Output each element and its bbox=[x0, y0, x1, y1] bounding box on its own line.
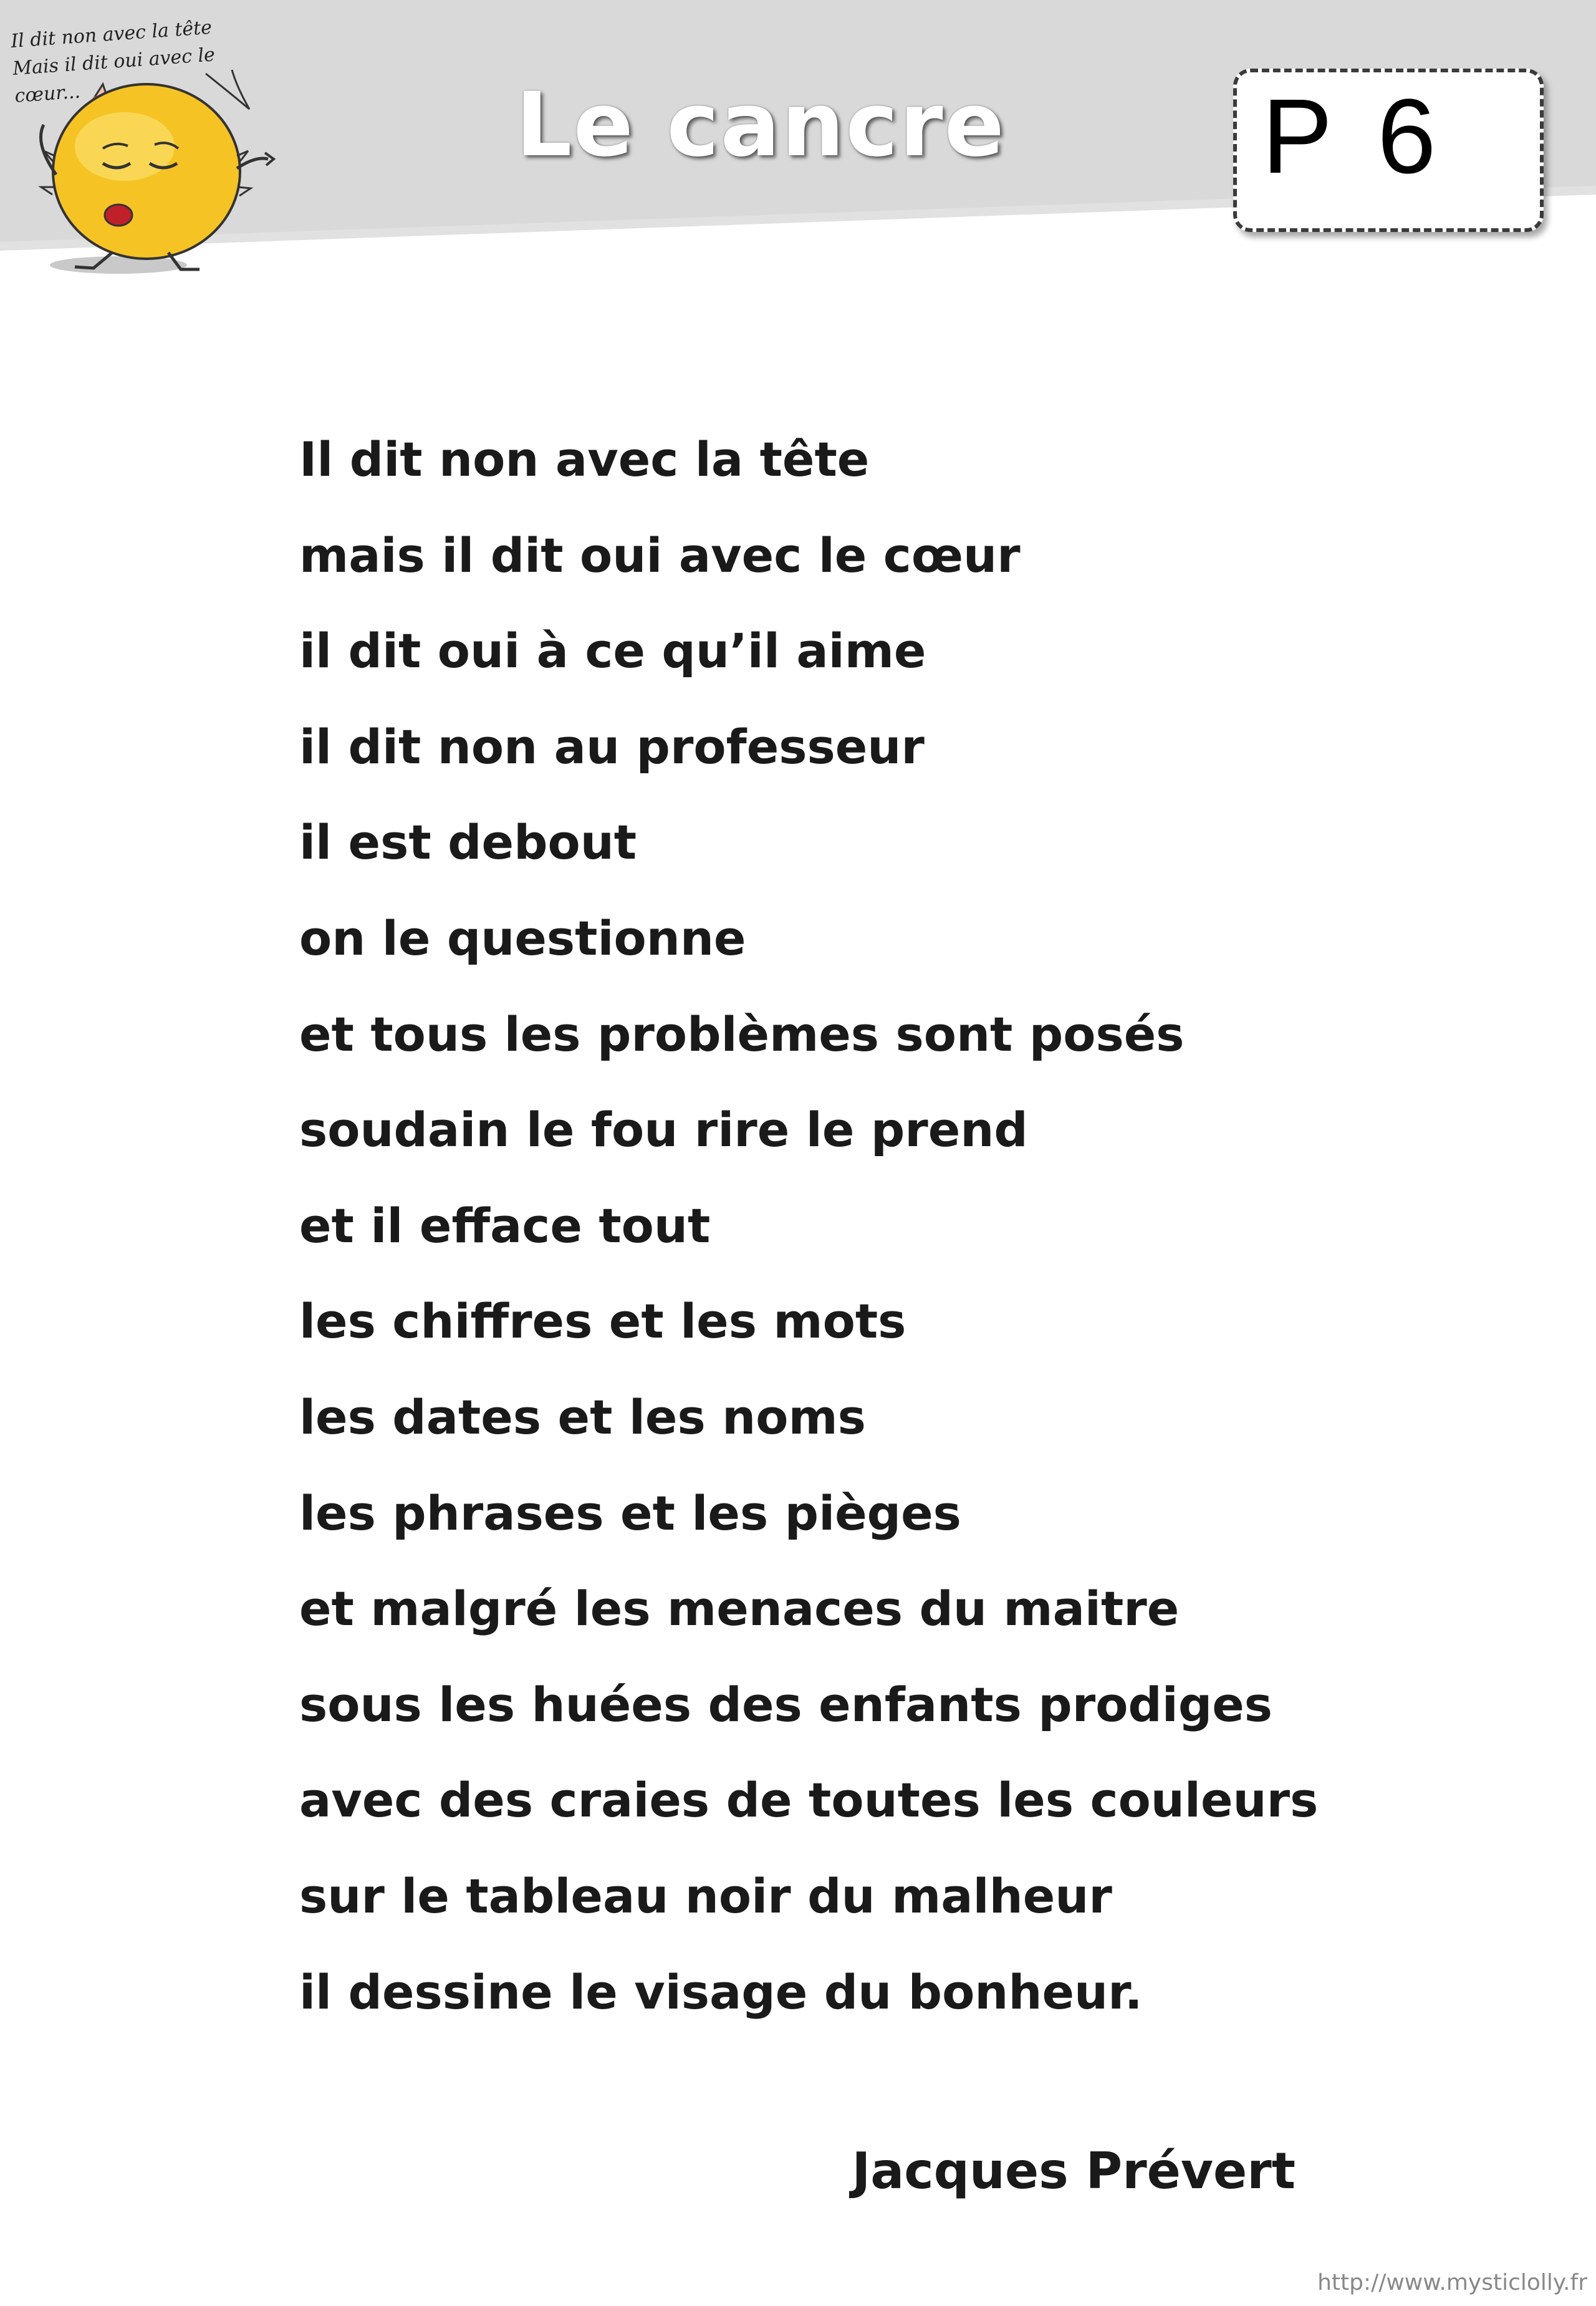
poem-author: Jacques Prévert bbox=[852, 2142, 1296, 2200]
poem-line: sous les huées des enfants prodiges bbox=[299, 1676, 1273, 1732]
poem-line: les phrases et les pièges bbox=[299, 1485, 961, 1541]
speech-line-2: Mais il dit oui avec le cœur... bbox=[12, 44, 216, 107]
poem-line: il dessine le visage du bonheur. bbox=[299, 1964, 1143, 2020]
poem-line: et malgré les menaces du maitre bbox=[299, 1581, 1180, 1637]
page-label-letter: P bbox=[1262, 77, 1333, 196]
poem-line: soudain le fou rire le prend bbox=[299, 1102, 1028, 1158]
page-title: Le cancre bbox=[516, 74, 1006, 176]
poem-line: il dit non au professeur bbox=[299, 718, 925, 774]
poem-text bbox=[299, 412, 1318, 2040]
poem-line: sur le tableau noir du malheur bbox=[299, 1868, 1112, 1924]
speech-line-1: Il dit non avec la tête bbox=[10, 16, 213, 53]
poem-line: mais il dit oui avec le cœur bbox=[299, 527, 1021, 583]
poem-line: on le questionne bbox=[299, 910, 746, 966]
poem-line: et il efface tout bbox=[299, 1197, 711, 1253]
poem-line: les dates et les noms bbox=[299, 1389, 866, 1445]
poem-line: il dit oui à ce qu’il aime bbox=[299, 623, 926, 679]
page-label-number: 6 bbox=[1377, 77, 1436, 196]
poem-line: Il dit non avec la tête bbox=[299, 432, 870, 487]
poem-line: il est debout bbox=[299, 814, 637, 871]
footer-url: http://www.mysticlolly.fr bbox=[1317, 2270, 1587, 2295]
poem-line: les chiffres et les mots bbox=[299, 1293, 906, 1349]
page-number-box bbox=[1233, 69, 1544, 232]
poem-line: avec des craies de toutes les couleurs bbox=[299, 1772, 1319, 1828]
poem-line: et tous les problèmes sont posés bbox=[299, 1006, 1185, 1062]
